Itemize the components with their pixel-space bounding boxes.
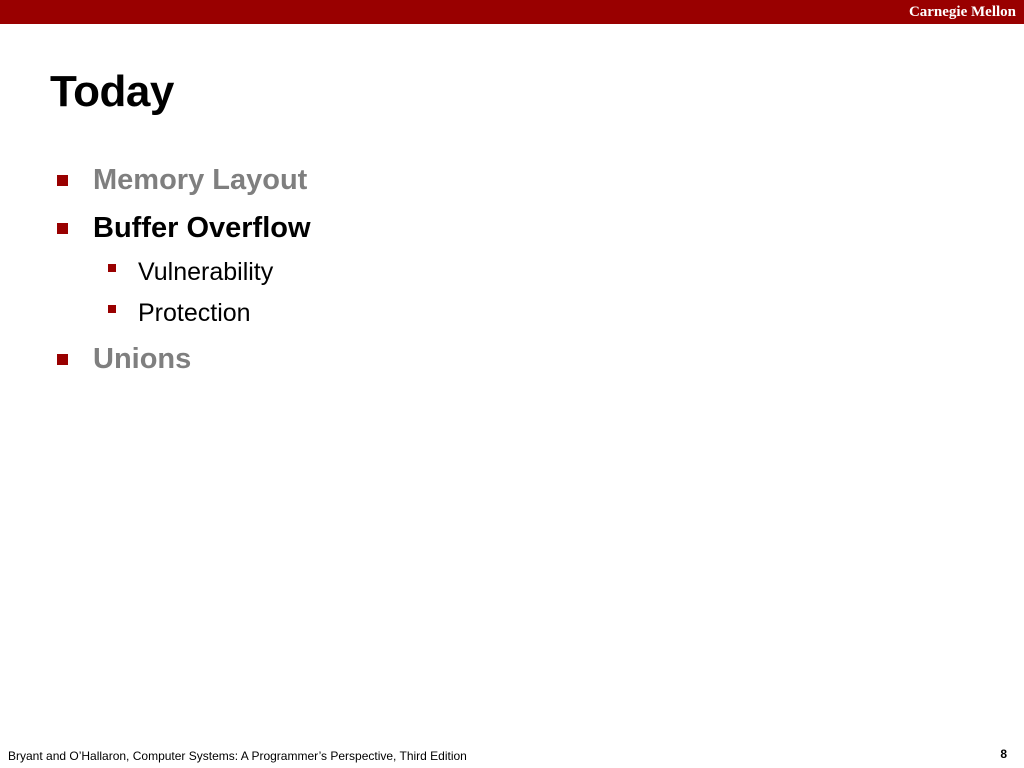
bullet-label: Memory Layout (93, 164, 308, 196)
sub-bullet-protection (108, 297, 251, 329)
page-number: 8 (1000, 747, 1007, 761)
square-sub-bullet-icon (108, 305, 116, 313)
brand-label: Carnegie Mellon (908, 4, 1016, 20)
footer-citation: Bryant and O’Hallaron, Computer Systems: A Programmer’s Perspective, Third Edition (8, 749, 467, 763)
header-bar (0, 0, 1024, 24)
square-bullet-icon (57, 354, 68, 365)
square-bullet-icon (57, 223, 68, 234)
bullet-buffer-overflow (57, 210, 311, 246)
sub-bullet-label: Vulnerability (138, 258, 274, 286)
sub-bullet-vulnerability (108, 256, 273, 288)
sub-bullet-label: Protection (138, 299, 251, 327)
square-sub-bullet-icon (108, 264, 116, 272)
bullet-label: Buffer Overflow (93, 212, 311, 244)
bullet-unions (57, 341, 191, 377)
bullet-memory-layout (57, 162, 307, 198)
bullet-label: Unions (93, 343, 192, 375)
slide-title: Today (50, 67, 174, 116)
square-bullet-icon (57, 175, 68, 186)
